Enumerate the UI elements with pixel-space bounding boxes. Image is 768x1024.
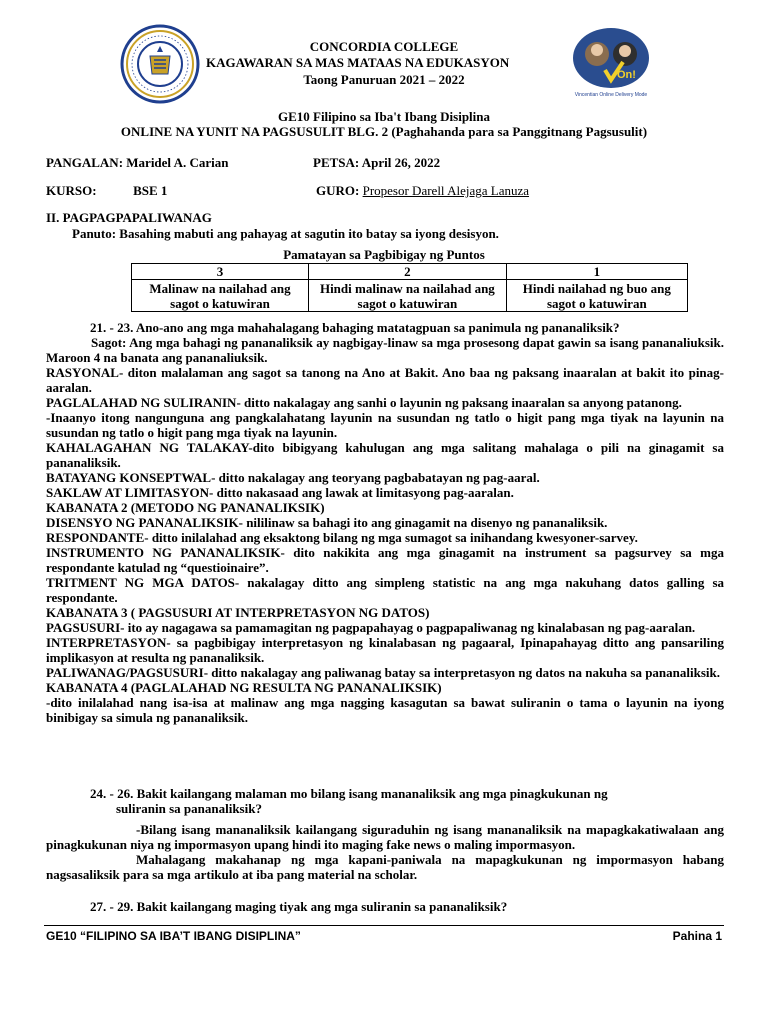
teacher-row	[316, 183, 529, 199]
teacher-label: GURO:	[316, 183, 360, 198]
interpretasyon-item: INTERPRETASYON- sa pagbibigay interpretasyon ng kinalabasan ng pagaaral, Ipinapahayag ditto ang pansariling implikasyon at resulta ng pananaliksik.	[46, 635, 724, 665]
batayang-item: BATAYANG KONSEPTWAL- ditto nakalagay ang teoryang pagbabatayan ng pag-aaral.	[46, 470, 540, 485]
rubric-desc-3: Malinaw na nailahad ang sagot o katuwiran	[132, 280, 309, 312]
question-24-26-line1: 24. - 26. Bakit kailangang malaman mo bilang isang mananaliksik ang mga pinagkukunan ng	[90, 786, 608, 801]
name-value: Maridel A. Carian	[126, 155, 229, 170]
date-value: April 26, 2022	[361, 155, 441, 170]
dito-item: -dito inilalahad nang isa-isa at malinaw ang mga nagging kasagutan sa bawat suliranin o tama o layunin na iyong binibigay sa simula ng pananaliksik.	[46, 695, 724, 725]
rubric-desc-1: Hindi nailahad ng buo ang sagot o katuwiran	[506, 280, 687, 312]
rubric-score-3: 3	[132, 264, 309, 280]
kabanata-4-heading: KABANATA 4 (PAGLALAHAD NG RESULTA NG PANANALIKSIK)	[46, 680, 442, 695]
exam-title: ONLINE NA YUNIT NA PAGSUSULIT BLG. 2 (Paghahanda para sa Panggitnang Pagsusulit)	[120, 124, 648, 139]
rubric-score-1: 1	[506, 264, 687, 280]
instrumento-item: INSTRUMENTO NG PANANALIKSIK- dito nakikita ang mga ginagamit na instrument sa pagsurvey sa mga respondante katulad ng “questioinaire”.	[46, 545, 724, 575]
footer-course: GE10 “FILIPINO SA IBA’T IBANG DISIPLINA”	[46, 929, 301, 943]
teacher-value: Propesor Darell Alejaga Lanuza	[362, 183, 529, 198]
college-name: CONCORDIA COLLEGE	[309, 39, 459, 54]
rubric-desc-2: Hindi malinaw na nailahad ang sagot o katuwiran	[309, 280, 507, 312]
course-label: KURSO:	[46, 183, 97, 198]
answer-24-26-a: -Bilang isang mananaliksik kailangang siguraduhin ng isang mananaliksik na mapagkakatiwalaan ang pinagkukunan niya ng impormasyon upang hindi ito maging fake news o maling impormasyon.	[46, 822, 724, 852]
tritment-item: TRITMENT NG MGA DATOS- nakalagay ditto ang simpleng statistic na ang mga nakuhang datos galling sa respondante.	[46, 575, 724, 605]
department-name: KAGAWARAN SA MAS MATAAS NA EDUKASYON	[206, 55, 510, 70]
school-year: Taong Panuruan 2021 – 2022	[303, 72, 465, 87]
answer-24-26-b: Mahalagang makahanap ng mga kapani-paniwala na mapagkukunan ng impormasyon habang nagsasaliksik para sa mga artikulo at iba pang material na scholar.	[46, 852, 724, 882]
college-seal-logo	[120, 24, 200, 104]
saklaw-item: SAKLAW AT LIMITASYON- ditto nakasaad ang lawak at limitasyong pag-aaralan.	[46, 485, 514, 500]
question-21-23: 21. - 23. Ano-ano ang mga mahahalagang bahaging matatagpuan sa panimula ng pananaliksik?	[90, 320, 620, 335]
disensyo-item: DISENSYO NG PANANALIKSIK- nililinaw sa bahagi ito ang ginagamit na disenyo ng pananaliksik.	[46, 515, 608, 530]
answer-body	[46, 335, 724, 725]
footer-page-number: Pahina 1	[672, 929, 722, 943]
rubric-table	[131, 263, 688, 312]
kabanata-3-heading: KABANATA 3 ( PAGSUSURI AT INTERPRETASYON NG DATOS)	[46, 605, 430, 620]
rasyonal-item: RASYONAL- diton malalaman ang sagot sa tanong na Ano at Bakit. Ano baa ng paksang inaaralan at bakit ito pinag-aaralan.	[46, 365, 724, 395]
rubric-score-2: 2	[309, 264, 507, 280]
answer-intro: Sagot: Ang mga bahagi ng pananaliksik ay nagbigay-linaw sa mga prosesong dapat gawin sa isang pananaliuksik. Maroon 4 na banata ang pananaliuksik.	[46, 335, 724, 365]
paglalahad-item: PAGLALAHAD NG SULIRANIN- ditto nakalagay ang sanhi o layunin ng paksang inaaralan sa anyong patanong.	[46, 395, 682, 410]
date-label: PETSA:	[313, 155, 360, 170]
instruction-text: Panuto: Basahing mabuti ang pahayag at sagutin ito batay sa iyong desisyon.	[72, 226, 499, 241]
course-row	[46, 183, 167, 199]
pagsusuri-item: PAGSUSURI- ito ay nagagawa sa pamamagitan ng pagpapahayag o pagpapaliwanag ng kinalabasan ng pag-aaralan.	[46, 620, 696, 635]
vincentian-online-delivery-logo	[571, 26, 651, 100]
logo-caption: Vincentian Online Delivery Mode	[574, 92, 648, 98]
rubric-title: Pamatayan sa Pagbibigay ng Puntos	[283, 247, 485, 262]
name-label: PANGALAN:	[46, 155, 124, 170]
kahalagahan-item: KAHALAGAHAN NG TALAKAY-dito bibigyang kahulugan ang mga salitang mahalaga o pili na ginagamit sa pananaliksik.	[46, 440, 724, 470]
course-title: GE10 Filipino sa Iba't Ibang Disiplina	[277, 109, 491, 124]
question-24-26-line2: suliranin sa pananaliksik?	[116, 801, 262, 816]
footer-divider	[44, 925, 724, 926]
respondante-item: RESPONDANTE- ditto inilalahad ang eksaktong bilang ng mga sumagot sa inihandang kwesyoner-sarvey.	[46, 530, 638, 545]
question-27-29: 27. - 29. Bakit kailangang maging tiyak ang mga suliranin sa pananaliksik?	[90, 899, 508, 914]
inaanyo-item: -Inaanyo itong nangunguna ang pangkalahatang layunin na susundan ng tatlo o higit pang mga tiyak na layunin na susundan ng tatlo o higit pang mga tiyak na layunin.	[46, 410, 724, 440]
kabanata-2-heading: KABANATA 2 (METODO NG PANANALIKSIK)	[46, 500, 325, 515]
section-heading: II. PAGPAGPAPALIWANAG	[46, 210, 212, 225]
name-row	[46, 155, 228, 171]
date-row	[313, 155, 440, 171]
course-value: BSE 1	[133, 183, 168, 198]
answer-24-26	[46, 822, 724, 882]
svg-text:On!: On!	[617, 69, 636, 81]
paliwanag-item: PALIWANAG/PAGSUSURI- ditto nakalagay ang paliwanag batay sa interpretasyon ng datos na nakuha sa pananaliksik.	[46, 665, 720, 680]
